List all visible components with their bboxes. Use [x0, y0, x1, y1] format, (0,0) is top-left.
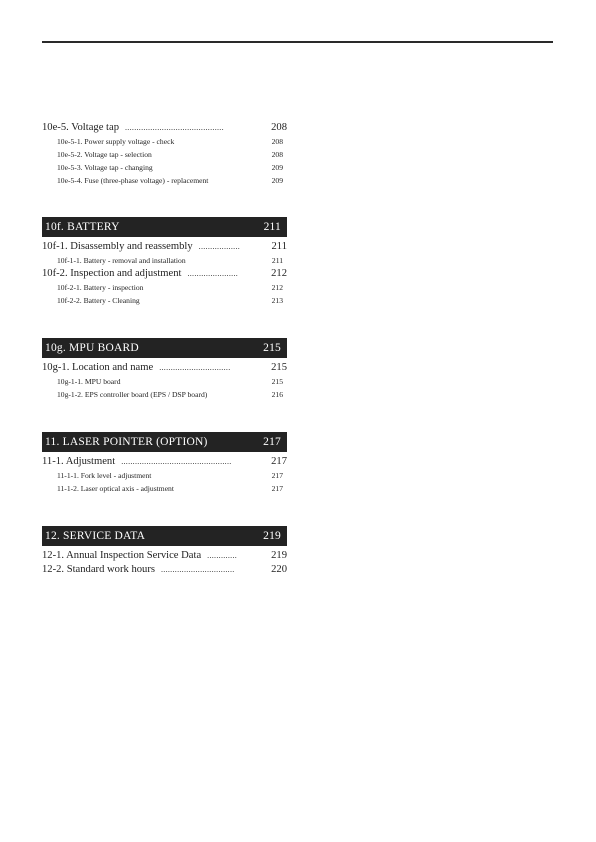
toc-entry-label: 11-1-1. Fork level - adjustment	[57, 471, 152, 480]
page-number: 220	[271, 564, 287, 575]
page-number: 208	[271, 122, 287, 133]
toc-section-voltage-tap	[42, 121, 287, 187]
toc-entry-10e-5-3[interactable]	[42, 161, 287, 174]
section-title: 10f. BATTERY	[45, 221, 120, 233]
page-number: 211	[271, 256, 283, 265]
toc-entry-10f-1-1[interactable]	[42, 254, 287, 267]
section-spacer	[42, 187, 287, 217]
leader-dots: ..................	[198, 242, 241, 251]
leader-dots: ...............................	[159, 363, 231, 372]
leader-dots: .............	[207, 551, 238, 560]
toc-section-laser-pointer	[42, 432, 287, 495]
toc-entry-11-1[interactable]	[42, 455, 287, 469]
section-banner-battery[interactable]	[42, 217, 287, 237]
toc-entry-label: 12-2. Standard work hours	[42, 564, 155, 575]
section-page-number: 211	[263, 221, 281, 233]
page-number: 208	[271, 150, 283, 159]
toc-entry-10g-1-2[interactable]	[42, 388, 287, 401]
leader-dots: ...........................................	[125, 123, 224, 132]
leader-dots: ................................................	[121, 457, 232, 466]
leader-dots: ................................	[160, 565, 235, 574]
toc-entry-12-1[interactable]	[42, 549, 287, 563]
page-number: 219	[271, 550, 287, 561]
toc-entry-10f-1[interactable]	[42, 240, 287, 254]
page-number: 208	[271, 137, 283, 146]
toc-entry-10e-5[interactable]	[42, 121, 287, 135]
toc-section-mpu-board	[42, 338, 287, 401]
page-number: 212	[271, 268, 287, 279]
section-banner-laser-pointer[interactable]	[42, 432, 287, 452]
toc-entry-label: 10e-5-3. Voltage tap - changing	[57, 163, 153, 172]
section-banner-mpu-board[interactable]	[42, 338, 287, 358]
toc-entry-label: 11-1. Adjustment	[42, 456, 116, 467]
section-spacer	[42, 495, 287, 526]
section-title: 11. LASER POINTER (OPTION)	[45, 436, 208, 448]
page-number: 217	[271, 471, 283, 480]
page-number: 215	[271, 377, 283, 386]
toc-entry-label: 10g-1. Location and name	[42, 362, 154, 373]
section-page-number: 215	[263, 342, 281, 354]
section-banner-service-data[interactable]	[42, 526, 287, 546]
toc-entry-11-1-1[interactable]	[42, 469, 287, 482]
toc-entry-label: 10f-2-1. Battery - inspection	[57, 283, 144, 292]
toc-entry-10f-2[interactable]	[42, 267, 287, 281]
section-title: 10g. MPU BOARD	[45, 342, 139, 354]
toc-entry-label: 10e-5-1. Power supply voltage - check	[57, 137, 175, 146]
toc-entry-10g-1[interactable]	[42, 361, 287, 375]
toc-entry-label: 11-1-2. Laser optical axis - adjustment	[57, 484, 174, 493]
page-number: 213	[271, 296, 283, 305]
toc-entry-label: 10g-1-1. MPU board	[57, 377, 121, 386]
toc-entry-10g-1-1[interactable]	[42, 375, 287, 388]
toc-entry-label: 10g-1-2. EPS controller board (EPS / DSP board)	[57, 390, 208, 399]
toc-entry-label: 12-1. Annual Inspection Service Data	[42, 550, 202, 561]
toc-entry-10f-2-2[interactable]	[42, 294, 287, 307]
page-number: 209	[271, 163, 283, 172]
top-rule	[42, 41, 553, 43]
toc-entry-10f-2-1[interactable]	[42, 281, 287, 294]
page-number: 217	[271, 484, 283, 493]
page-number: 211	[271, 241, 287, 252]
page-number: 209	[271, 176, 283, 185]
table-of-contents	[42, 121, 287, 577]
page-number: 212	[271, 283, 283, 292]
toc-entry-label: 10e-5-4. Fuse (three-phase voltage) - replacement	[57, 176, 209, 185]
toc-entry-11-1-2[interactable]	[42, 482, 287, 495]
section-page-number: 219	[263, 530, 281, 542]
toc-entry-12-2[interactable]	[42, 563, 287, 577]
toc-entry-label: 10f-1. Disassembly and reassembly	[42, 241, 193, 252]
page-number: 217	[271, 456, 287, 467]
page-number: 216	[271, 390, 283, 399]
toc-section-service-data	[42, 526, 287, 577]
section-spacer	[42, 401, 287, 432]
toc-entry-label: 10f-2-2. Battery - Cleaning	[57, 296, 140, 305]
leader-dots: ......................	[187, 269, 239, 278]
section-title: 12. SERVICE DATA	[45, 530, 146, 542]
toc-section-battery	[42, 217, 287, 307]
page-number: 215	[271, 362, 287, 373]
toc-entry-label: 10e-5. Voltage tap	[42, 122, 119, 133]
section-page-number: 217	[263, 436, 281, 448]
toc-entry-label: 10e-5-2. Voltage tap - selection	[57, 150, 152, 159]
toc-entry-10e-5-2[interactable]	[42, 148, 287, 161]
toc-entry-10e-5-1[interactable]	[42, 135, 287, 148]
section-spacer	[42, 307, 287, 338]
toc-entry-label: 10f-2. Inspection and adjustment	[42, 268, 182, 279]
toc-entry-10e-5-4[interactable]	[42, 174, 287, 187]
toc-entry-label: 10f-1-1. Battery - removal and installation	[57, 256, 186, 265]
